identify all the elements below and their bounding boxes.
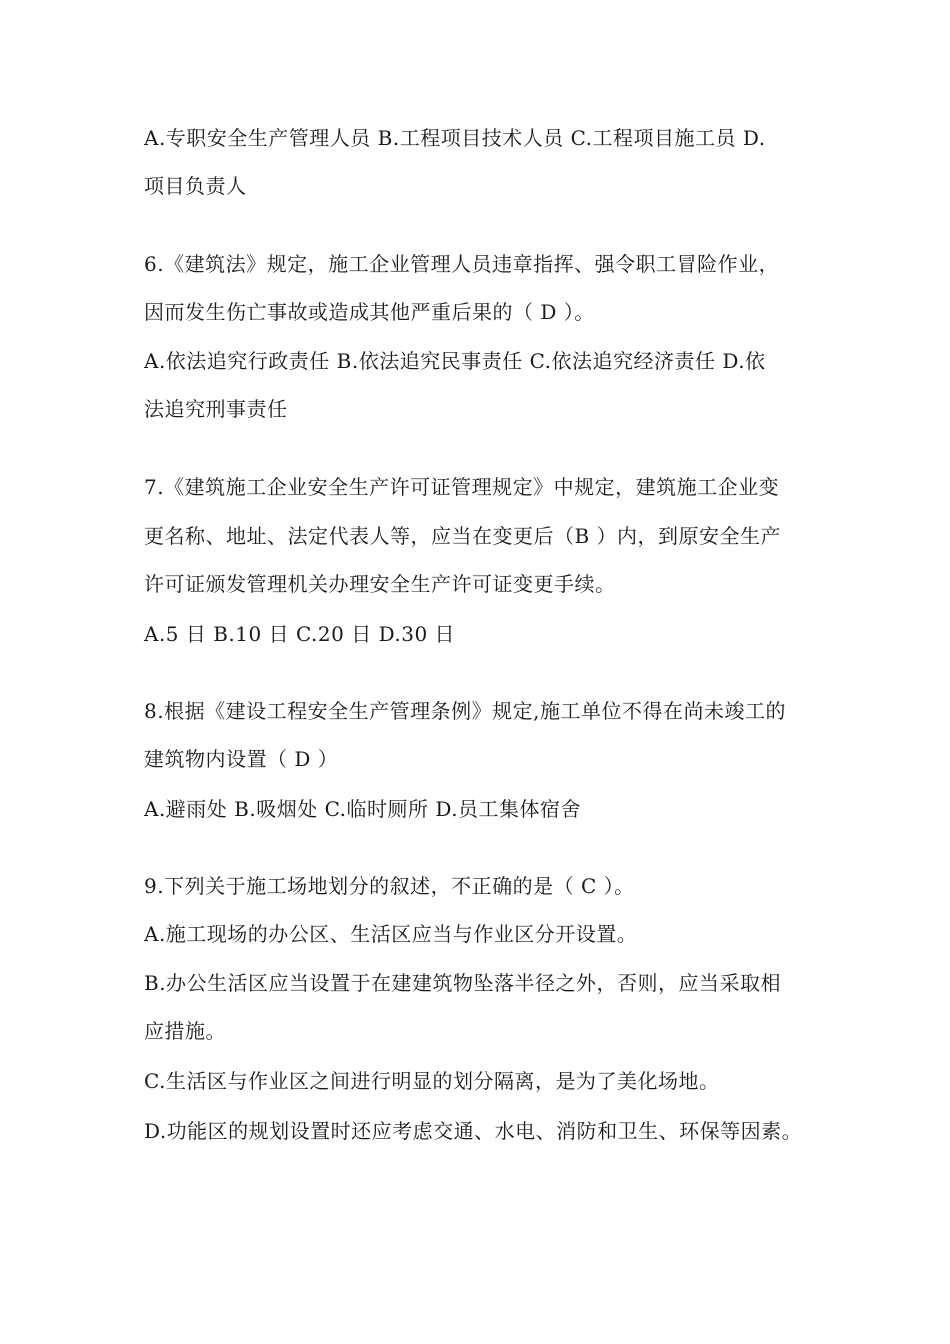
q7-options-line: A.5 日 B.10 日 C.20 日 D.30 日 <box>144 622 456 646</box>
q6-options-line-2: 法追究刑事责任 <box>144 397 288 421</box>
q7-stem-line-2: 更名称、地址、法定代表人等，应当在变更后（B ）内，到原安全生产 <box>144 524 782 548</box>
q9-option-c: C.生活区与作业区之间进行明显的划分隔离，是为了美化场地。 <box>144 1069 720 1093</box>
q8-stem-line-2: 建筑物内设置（ D ） <box>144 747 339 771</box>
q7-stem-line-1: 7.《建筑施工企业安全生产许可证管理规定》中规定，建筑施工企业变 <box>144 475 780 499</box>
q8-stem-line-1: 8.根据《建设工程安全生产管理条例》规定,施工单位不得在尚未竣工的 <box>144 699 786 723</box>
q6-stem-line-2: 因而发生伤亡事故或造成其他严重后果的（ D ）。 <box>144 300 595 324</box>
q5-options-line-2: 项目负责人 <box>144 174 247 198</box>
q9-option-d: D.功能区的规划设置时还应考虑交通、水电、消防和卫生、环保等因素。 <box>144 1119 803 1143</box>
q5-options-line-1: A.专职安全生产管理人员 B.工程项目技术人员 C.工程项目施工员 D. <box>144 126 766 150</box>
q9-stem-line: 9.下列关于施工场地划分的叙述，不正确的是（ C ）。 <box>144 874 635 898</box>
q9-option-b-line-2: 应措施。 <box>144 1019 226 1043</box>
q8-options-line: A.避雨处 B.吸烟处 C.临时厕所 D.员工集体宿舍 <box>144 797 582 821</box>
q6-options-line-1: A.依法追究行政责任 B.依法追究民事责任 C.依法追究经济责任 D.依 <box>144 349 766 373</box>
q7-stem-line-3: 许可证颁发管理机关办理安全生产许可证变更手续。 <box>144 572 616 596</box>
q6-stem-line-1: 6.《建筑法》规定，施工企业管理人员违章指挥、强令职工冒险作业， <box>144 252 780 276</box>
q9-option-b-line-1: B.办公生活区应当设置于在建建筑物坠落半径之外，否则，应当采取相 <box>144 971 782 995</box>
q9-option-a: A.施工现场的办公区、生活区应当与作业区分开设置。 <box>144 922 638 946</box>
